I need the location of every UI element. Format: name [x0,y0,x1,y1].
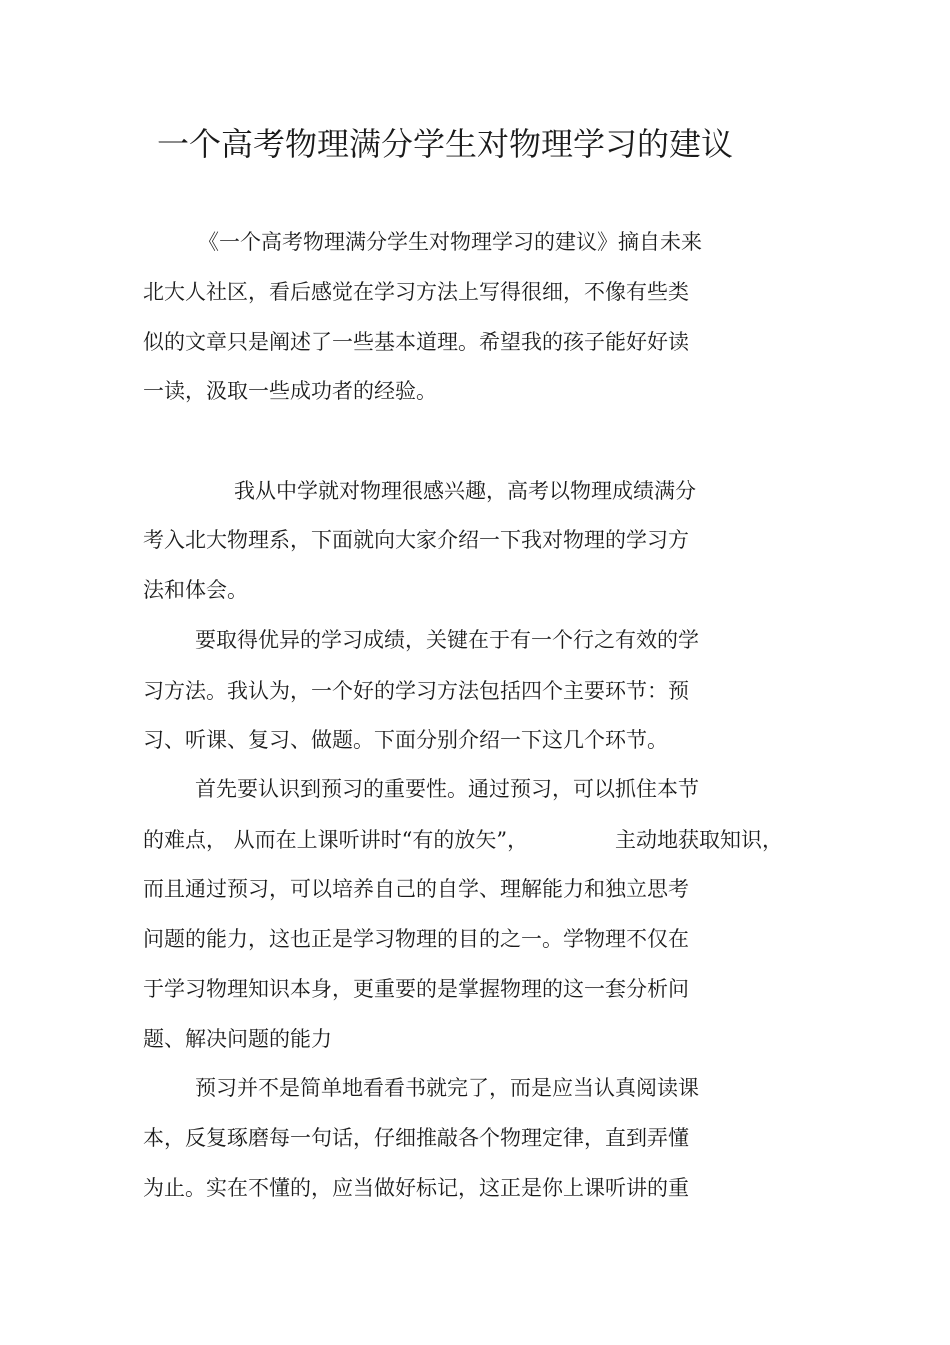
paragraph-2-line-3: 法和体会。 [143,578,248,602]
paragraph-4-line-1: 首先要认识到预习的重要性。通过预习，可以抓住本节 [195,777,699,801]
paragraph-2-line-1: 我从中学就对物理很感兴趣，高考以物理成绩满分 [234,479,696,503]
paragraph-4-line-5: 于学习物理知识本身，更重要的是掌握物理的这一套分析问 [143,977,689,1001]
paragraph-3-line-2: 习方法。我认为，一个好的学习方法包括四个主要环节：预 [143,679,689,703]
paragraph-4-line-4: 问题的能力，这也正是学习物理的目的之一。学物理不仅在 [143,927,689,951]
paragraph-1-line-4: 一读，汲取一些成功者的经验。 [143,379,437,403]
paragraph-4-line-3: 而且通过预习，可以培养自己的自学、理解能力和独立思考 [143,877,689,901]
paragraph-4-line-6: 题、解决问题的能力 [143,1027,332,1051]
paragraph-1-line-1: 《一个高考物理满分学生对物理学习的建议》摘自未来 [198,230,702,254]
paragraph-3-line-3: 习、听课、复习、做题。下面分别介绍一下这几个环节。 [143,728,668,752]
paragraph-2-line-2: 考入北大物理系，下面就向大家介绍一下我对物理的学习方 [143,528,689,552]
document-title: 一个高考物理满分学生对物理学习的建议 [156,125,733,163]
paragraph-4-line-2a: 的难点， 从而在上课听讲时“有的放矢”， [143,828,529,852]
paragraph-1-line-2: 北大人社区，看后感觉在学习方法上写得很细，不像有些类 [143,280,689,304]
paragraph-3-line-1: 要取得优异的学习成绩，关键在于有一个行之有效的学 [195,628,699,652]
paragraph-5-line-2: 本，反复琢磨每一句话，仔细推敲各个物理定律，直到弄懂 [143,1126,689,1150]
paragraph-1-line-3: 似的文章只是阐述了一些基本道理。希望我的孩子能好好读 [143,330,689,354]
paragraph-5-line-3: 为止。实在不懂的，应当做好标记，这正是你上课听讲的重 [143,1176,689,1200]
paragraph-5-line-1: 预习并不是简单地看看书就完了，而是应当认真阅读课 [195,1076,699,1100]
paragraph-4-line-2b: 主动地获取知识， [615,828,783,852]
